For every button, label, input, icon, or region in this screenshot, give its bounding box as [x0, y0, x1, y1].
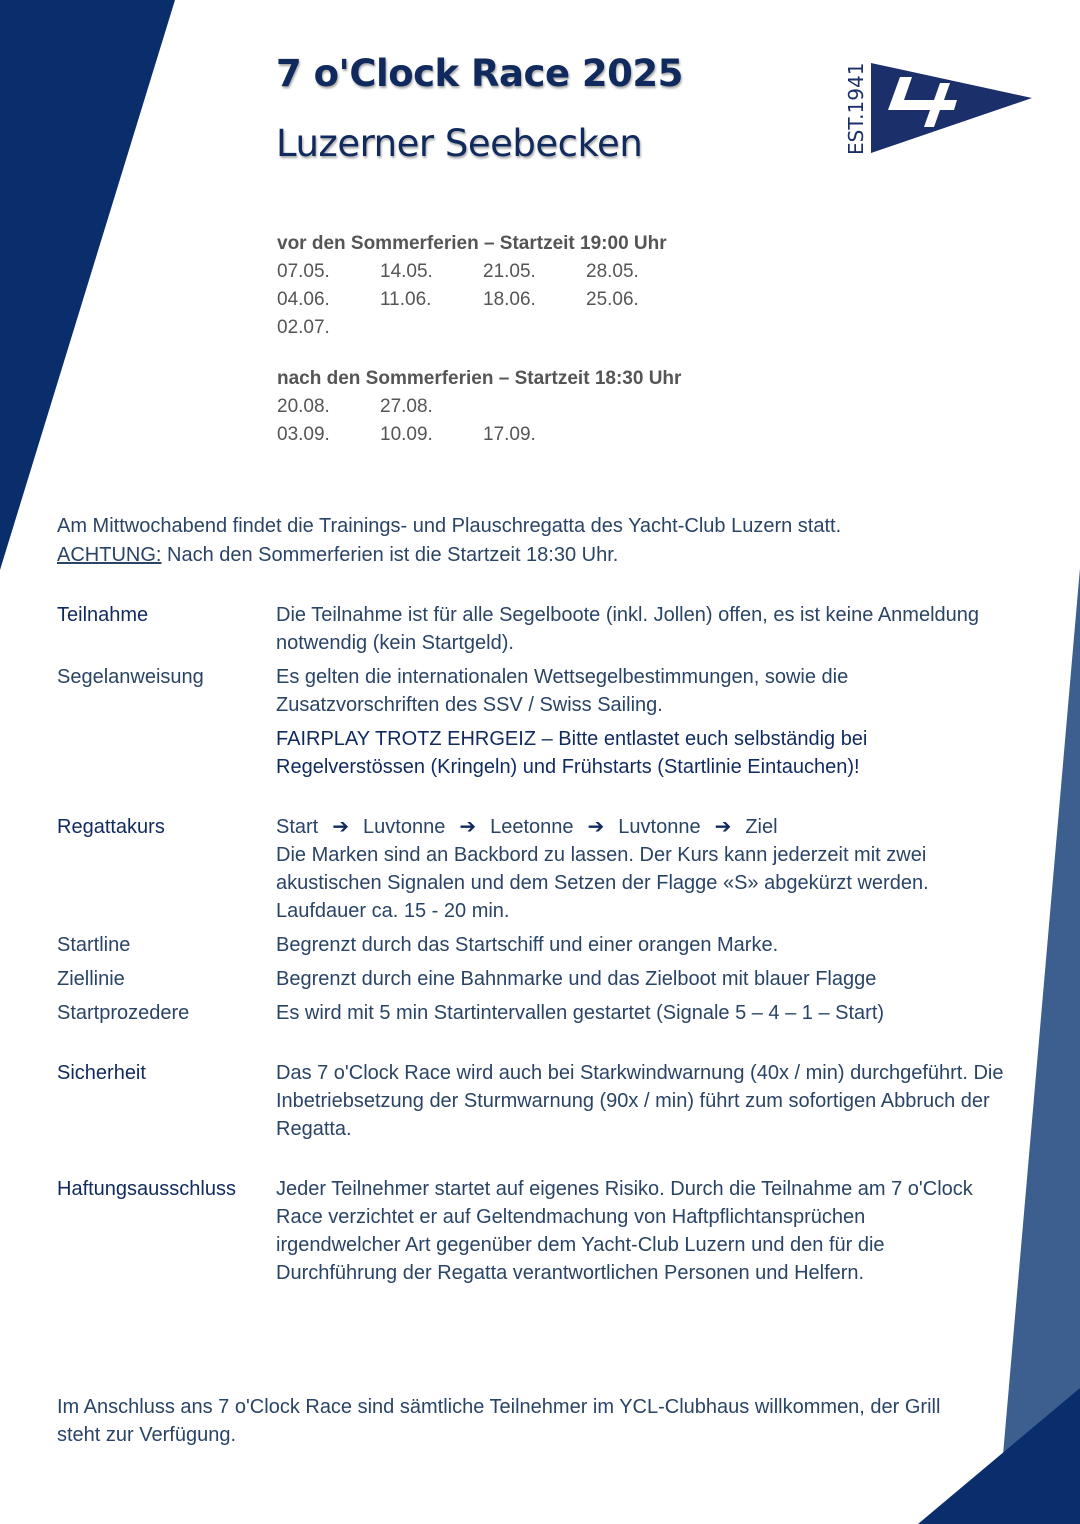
schedule-before-title: vor den Sommerferien – Startzeit 19:00 Uhr — [277, 233, 667, 254]
row-startprozedere — [57, 999, 1017, 1027]
date: 20.08. — [277, 396, 330, 417]
date: 27.08. — [380, 396, 433, 417]
intro-text — [57, 512, 841, 570]
text-startline: Begrenzt durch das Startschiff und einer orangen Marke. — [276, 934, 779, 956]
outro-text: Im Anschluss ans 7 o'Clock Race sind sämtliche Teilnehmer im YCL-Clubhaus willkommen, der Grill steht zur Verfügung. — [57, 1396, 941, 1446]
achtung-label: ACHTUNG: — [57, 544, 162, 566]
label-startprozedere: Startprozedere — [57, 1002, 190, 1024]
text-segelanweisung: Es gelten die internationalen Wettsegelbestimmungen, sowie die Zusatzvorschriften des SSV / Swiss Sailing. — [276, 666, 849, 716]
text-haftung: Jeder Teilnehmer startet auf eigenes Risiko. Durch die Teilnahme am 7 o'Clock Race verzichtet er auf Geltendmachung von Haftpflichtansprüchen irgendwelcher Art gegenüber dem Yacht-Club Luzern und den für die Durchführung der Regatta verantwortlichen Personen und Helfern. — [276, 1178, 973, 1284]
date: 21.05. — [483, 261, 536, 282]
date: 07.05. — [277, 261, 330, 282]
left-navy-stripe — [0, 0, 175, 570]
date: 10.09. — [380, 424, 433, 445]
schedule-before-summer — [277, 230, 689, 342]
text-laufdauer: Laufdauer ca. 15 - 20 min. — [276, 900, 510, 922]
page-subtitle: Luzerner Seebecken — [276, 122, 643, 165]
label-segelanweisung: Segelanweisung — [57, 666, 204, 688]
intro-achtung-line — [57, 541, 841, 570]
course-step: Luvtonne — [363, 816, 446, 838]
course-step: Ziel — [745, 816, 778, 838]
date: 18.06. — [483, 289, 536, 310]
row-sicherheit — [57, 1059, 1017, 1143]
club-logo — [838, 55, 1038, 165]
date: 03.09. — [277, 424, 330, 445]
schedule-after-summer — [277, 365, 681, 449]
date-row — [277, 314, 689, 342]
date-row — [277, 258, 689, 286]
course-step: Leetonne — [490, 816, 574, 838]
row-regattakurs — [57, 813, 1017, 925]
est-text: EST.1941 — [844, 62, 868, 155]
text-teilnahme: Die Teilnahme ist für alle Segelboote (inkl. Jollen) offen, es ist keine Anmeldung notwendig (kein Startgeld). — [276, 604, 979, 654]
details-section — [57, 601, 1017, 1287]
date-row — [277, 421, 681, 449]
intro-line: Am Mittwochabend findet die Trainings- und Plauschregatta des Yacht-Club Luzern statt. — [57, 515, 842, 537]
row-teilnahme — [57, 601, 1017, 657]
course-step: Start — [276, 816, 319, 838]
arrow-right-icon: ➔ — [332, 816, 350, 838]
label-startline: Startline — [57, 934, 131, 956]
course-sequence — [276, 813, 1017, 841]
achtung-text: Nach den Sommerferien ist die Startzeit 18:30 Uhr. — [161, 544, 619, 566]
date: 28.05. — [586, 261, 639, 282]
date: 02.07. — [277, 317, 330, 338]
arrow-right-icon: ➔ — [459, 816, 477, 838]
arrow-right-icon: ➔ — [714, 816, 732, 838]
text-regattakurs: Die Marken sind an Backbord zu lassen. Der Kurs kann jederzeit mit zwei akustischen Signalen und dem Setzen der Flagge «S» abgekürzt werden. — [276, 844, 929, 894]
date-row — [277, 393, 681, 421]
page-title: 7 o'Clock Race 2025 — [276, 52, 683, 95]
label-haftung: Haftungsausschluss — [57, 1178, 236, 1200]
text-startprozedere: Es wird mit 5 min Startintervallen gestartet (Signale 5 – 4 – 1 – Start) — [276, 1002, 885, 1024]
row-haftung — [57, 1175, 1017, 1287]
row-ziellinie — [57, 965, 1017, 993]
date: 11.06. — [380, 289, 432, 310]
schedule-after-title: nach den Sommerferien – Startzeit 18:30 Uhr — [277, 368, 682, 389]
label-regattakurs: Regattakurs — [57, 816, 165, 838]
label-sicherheit: Sicherheit — [57, 1062, 146, 1084]
fairplay-notice: FAIRPLAY TROTZ EHRGEIZ – Bitte entlastet euch selbständig bei Regelverstössen (Kringeln) und Frühstarts (Startlinie Eintauchen)! — [276, 728, 868, 778]
label-teilnahme: Teilnahme — [57, 604, 149, 626]
text-ziellinie: Begrenzt durch eine Bahnmarke und das Zielboot mit blauer Flagge — [276, 968, 877, 990]
arrow-right-icon: ➔ — [587, 816, 605, 838]
course-step: Luvtonne — [618, 816, 701, 838]
date: 25.06. — [586, 289, 639, 310]
text-sicherheit: Das 7 o'Clock Race wird auch bei Starkwindwarnung (40x / min) durchgeführt. Die Inbetriebsetzung der Sturmwarnung (90x / min) führt zum sofortigen Abbruch der Regatta. — [276, 1062, 1004, 1140]
row-startline — [57, 931, 1017, 959]
label-ziellinie: Ziellinie — [57, 968, 125, 990]
date: 17.09. — [483, 424, 536, 445]
date: 04.06. — [277, 289, 330, 310]
date: 14.05. — [380, 261, 433, 282]
row-segelanweisung — [57, 663, 1017, 781]
date-row — [277, 286, 689, 314]
